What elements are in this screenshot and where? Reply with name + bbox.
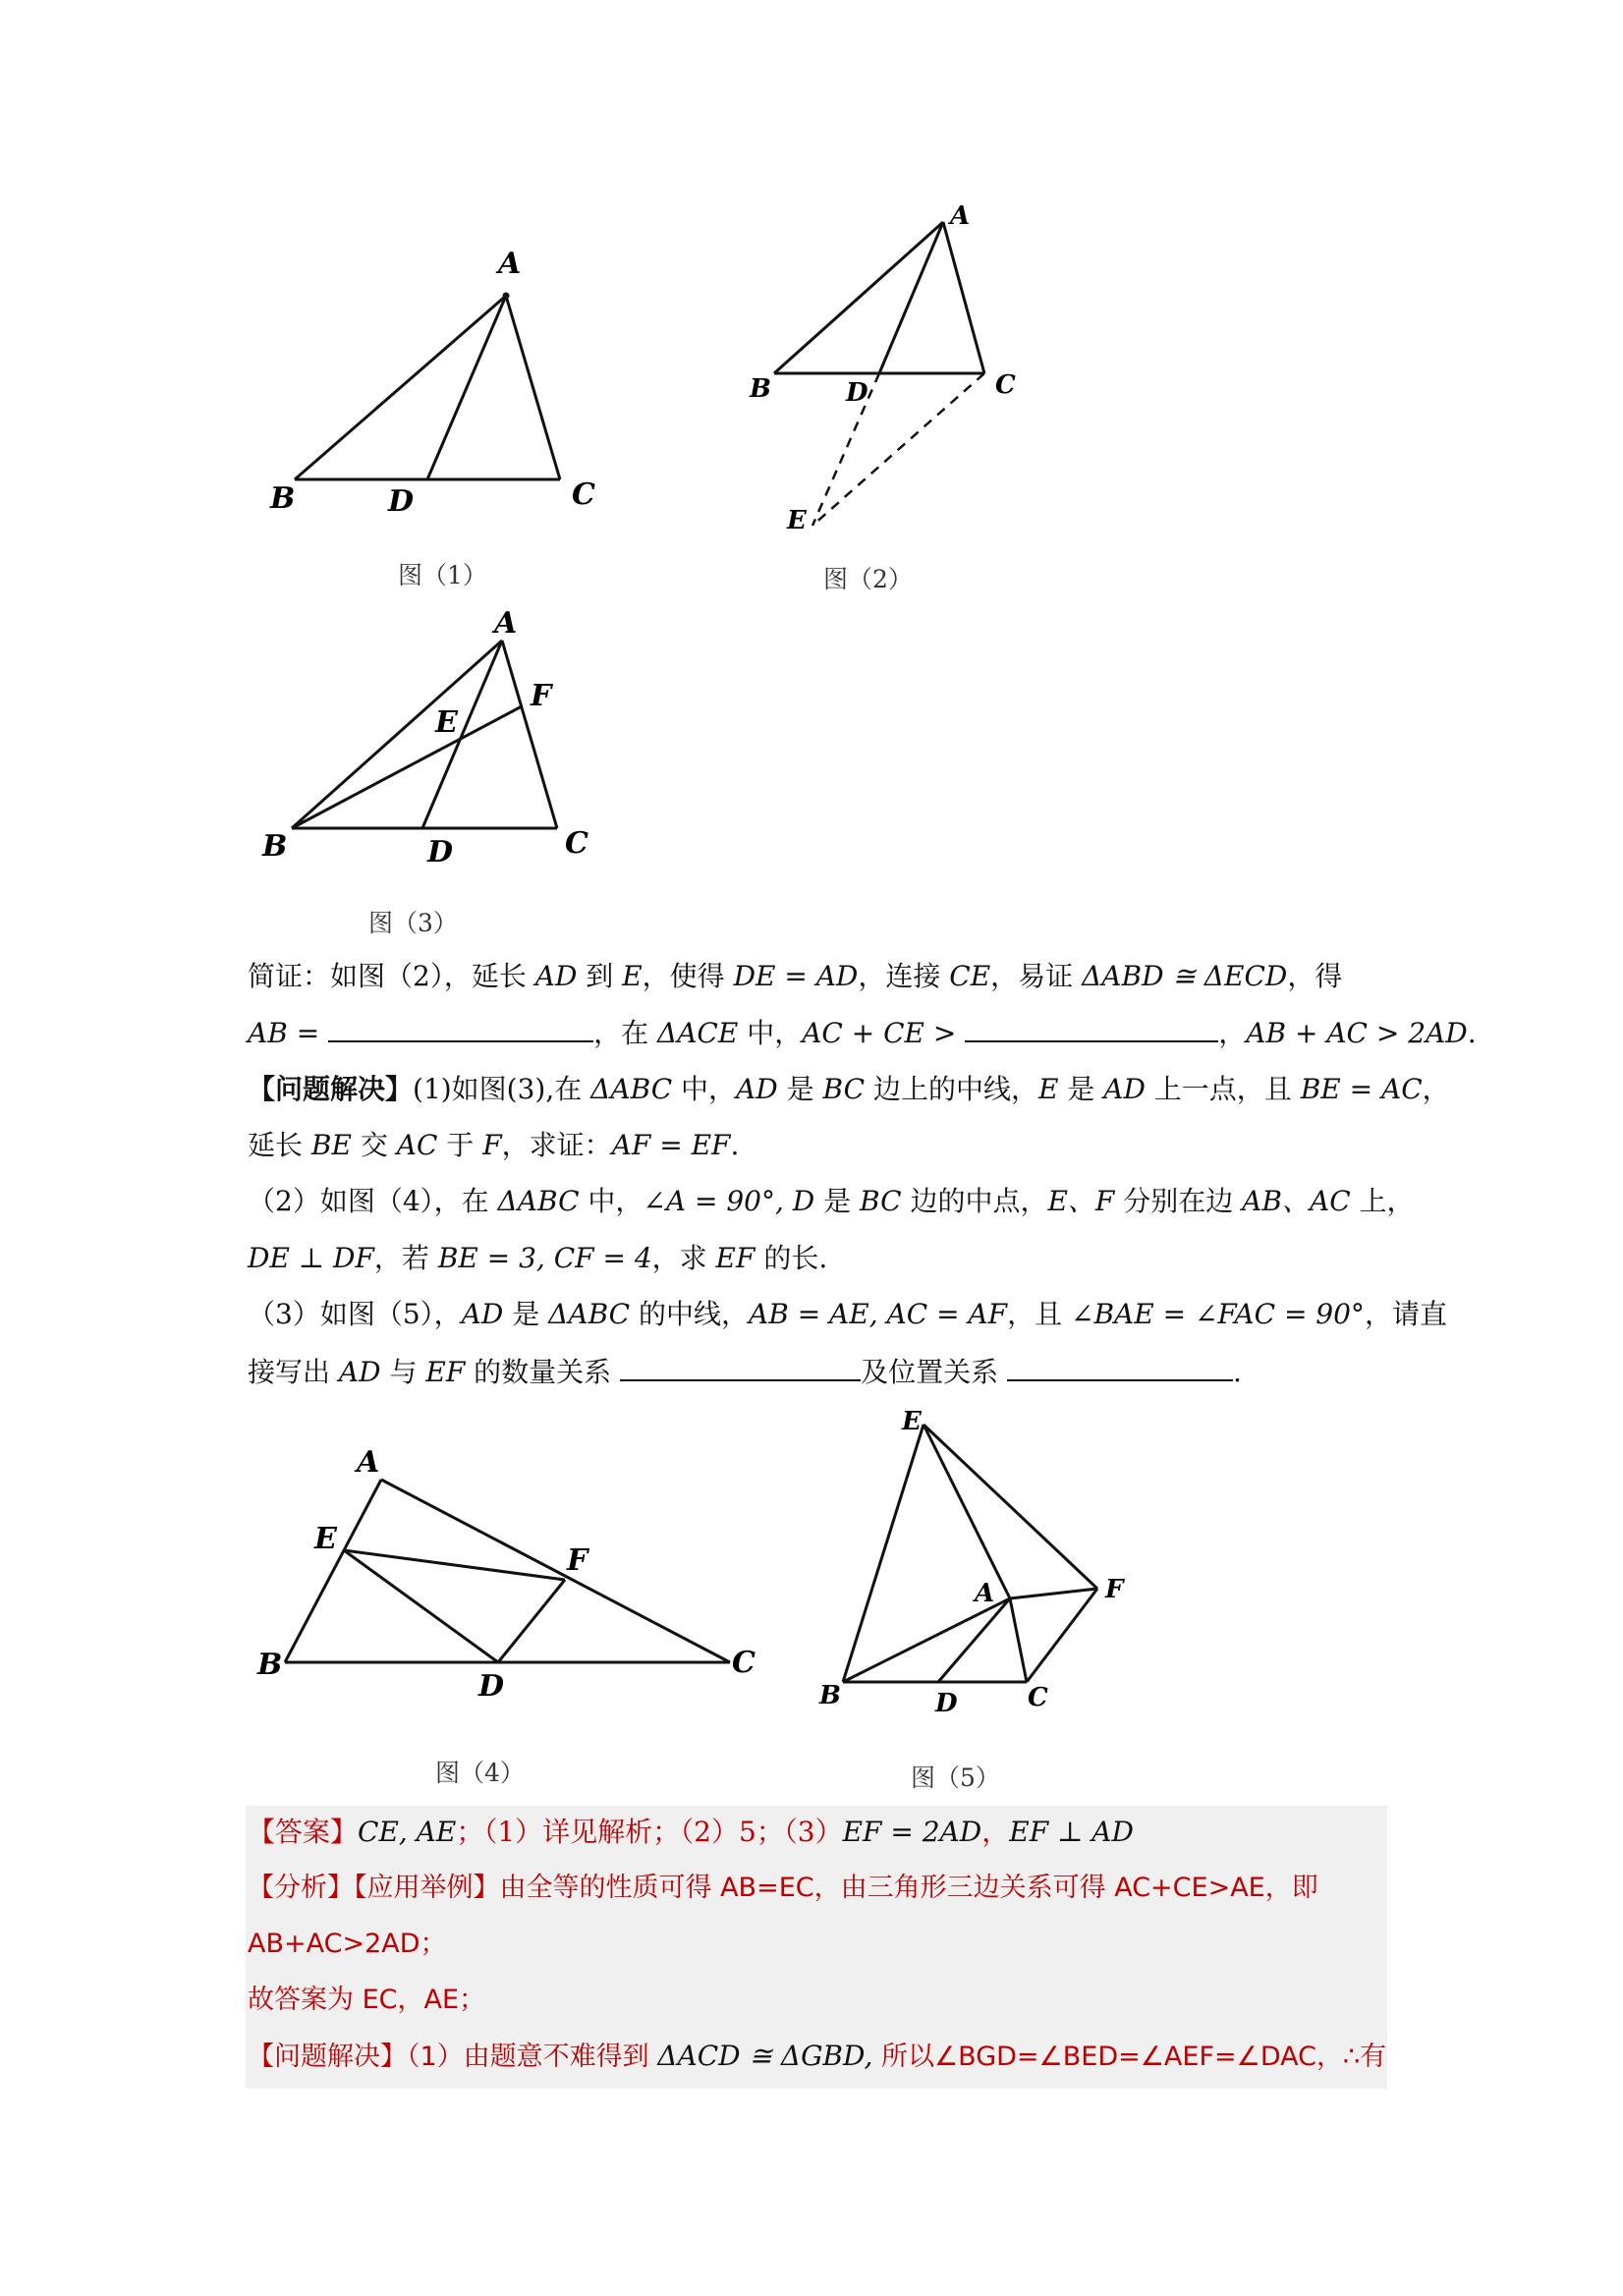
answer-line-4: 故答案为 EC，AE； bbox=[248, 1985, 486, 2015]
segment-AC bbox=[502, 641, 557, 828]
label-A: A bbox=[950, 201, 971, 231]
label-A: A bbox=[357, 1445, 380, 1480]
segment-CE-dashed bbox=[812, 373, 984, 526]
answer-blank-2[interactable] bbox=[965, 1013, 1218, 1042]
label-E: E bbox=[435, 705, 458, 740]
segment-EA bbox=[923, 1425, 1010, 1598]
segment-AC bbox=[506, 296, 560, 479]
segment-EF bbox=[923, 1425, 1097, 1589]
label-D: D bbox=[935, 1689, 958, 1718]
figure-4-caption: 图（4） bbox=[435, 1759, 525, 1787]
label-C: C bbox=[565, 826, 588, 861]
answer-line-5: 【问题解决】（1）由题意不难得到 ΔACD ≅ ΔGBD, 所以∠BGD=∠BED=∠AEF=∠DAC，∴有 bbox=[248, 2040, 1387, 2072]
text-line-4: 延长 BE 交 AC 于 F，求证：AF = EF. bbox=[248, 1129, 740, 1161]
text-line-1: 简证：如图（2），延长 AD 到 E，使得 DE = AD，连接 CE，易证 ΔABD ≅ ΔECD，得 bbox=[248, 960, 1343, 992]
label-B: B bbox=[257, 1648, 283, 1682]
figure-2-caption: 图（2） bbox=[823, 565, 913, 593]
figure-3 bbox=[251, 589, 614, 884]
figure-1-caption: 图（1） bbox=[398, 561, 487, 589]
figure-5-caption: 图（5） bbox=[911, 1764, 1000, 1792]
label-D: D bbox=[427, 835, 454, 869]
label-B: B bbox=[270, 481, 296, 516]
label-C: C bbox=[732, 1646, 756, 1680]
figure-5 bbox=[806, 1405, 1159, 1729]
label-B: B bbox=[819, 1681, 841, 1710]
label-A: A bbox=[494, 606, 518, 641]
segment-EB bbox=[843, 1425, 923, 1682]
label-F: F bbox=[531, 679, 552, 713]
label-A: A bbox=[498, 247, 522, 281]
answer-blank-3[interactable] bbox=[620, 1352, 861, 1381]
segment-AB bbox=[295, 296, 506, 479]
segment-FC bbox=[1027, 1589, 1097, 1682]
figure-4 bbox=[246, 1434, 776, 1719]
segment-AC bbox=[1010, 1598, 1027, 1682]
label-B: B bbox=[262, 829, 288, 864]
label-E: E bbox=[902, 1407, 922, 1436]
figure-1 bbox=[251, 236, 614, 531]
text-line-7: （3）如图（5），AD 是 ΔABC 的中线，AB = AE, AC = AF，且 ∠BAE = ∠FAC = 90°，请直 bbox=[248, 1298, 1447, 1330]
label-E: E bbox=[787, 506, 807, 535]
segment-AB bbox=[774, 222, 943, 373]
label-D: D bbox=[478, 1669, 505, 1704]
answer-line-1: 【答案】CE, AE；（1）详见解析；（2）5；（3）EF = 2AD，EF ⊥ AD bbox=[248, 1816, 1134, 1848]
segment-AD bbox=[879, 222, 943, 373]
label-C: C bbox=[995, 370, 1016, 400]
text-line-5: （2）如图（4），在 ΔABC 中，∠A = 90°, D 是 BC 边的中点，E、F 分别在边 AB、AC 上， bbox=[248, 1185, 1415, 1217]
segment-AF bbox=[1010, 1589, 1097, 1598]
segment-DF bbox=[498, 1580, 565, 1662]
text-line-6: DE ⊥ DF，若 BE = 3, CF = 4，求 EF 的长. bbox=[248, 1242, 828, 1274]
figure-2 bbox=[742, 196, 1056, 540]
label-D: D bbox=[388, 484, 415, 519]
figure-3-caption: 图（3） bbox=[368, 909, 458, 937]
segment-AD bbox=[427, 296, 506, 479]
answer-blank-4[interactable] bbox=[1007, 1352, 1233, 1381]
answer-line-2: 【分析】【应用举例】由全等的性质可得 AB=EC，由三角形三边关系可得 AC+CE>AE，即 bbox=[248, 1873, 1318, 1903]
answer-blank-1[interactable] bbox=[328, 1013, 593, 1042]
segment-AD bbox=[938, 1598, 1010, 1682]
segment-AB bbox=[843, 1598, 1010, 1682]
point-A bbox=[503, 293, 510, 300]
label-D: D bbox=[846, 378, 868, 408]
label-E: E bbox=[314, 1522, 337, 1556]
label-F: F bbox=[567, 1543, 588, 1578]
segment-AC bbox=[943, 222, 984, 373]
label-C: C bbox=[572, 477, 595, 512]
segment-AB bbox=[285, 1480, 381, 1662]
segment-AC bbox=[381, 1480, 730, 1662]
text-line-3: 【问题解决】(1)如图(3),在 ΔABC 中，AD 是 BC 边上的中线，E 是 AD 上一点，且 BE = AC， bbox=[248, 1073, 1450, 1105]
text-line-2: AB = ，在 ΔACE 中，AC + CE > ，AB + AC > 2AD. bbox=[248, 1013, 1477, 1053]
text-line-8: 接写出 AD 与 EF 的数量关系 及位置关系 . bbox=[248, 1352, 1242, 1392]
label-B: B bbox=[750, 374, 771, 404]
answer-line-3: AB+AC>2AD； bbox=[248, 1929, 447, 1959]
label-A: A bbox=[975, 1579, 995, 1608]
label-C: C bbox=[1028, 1683, 1048, 1712]
label-F: F bbox=[1105, 1575, 1124, 1604]
